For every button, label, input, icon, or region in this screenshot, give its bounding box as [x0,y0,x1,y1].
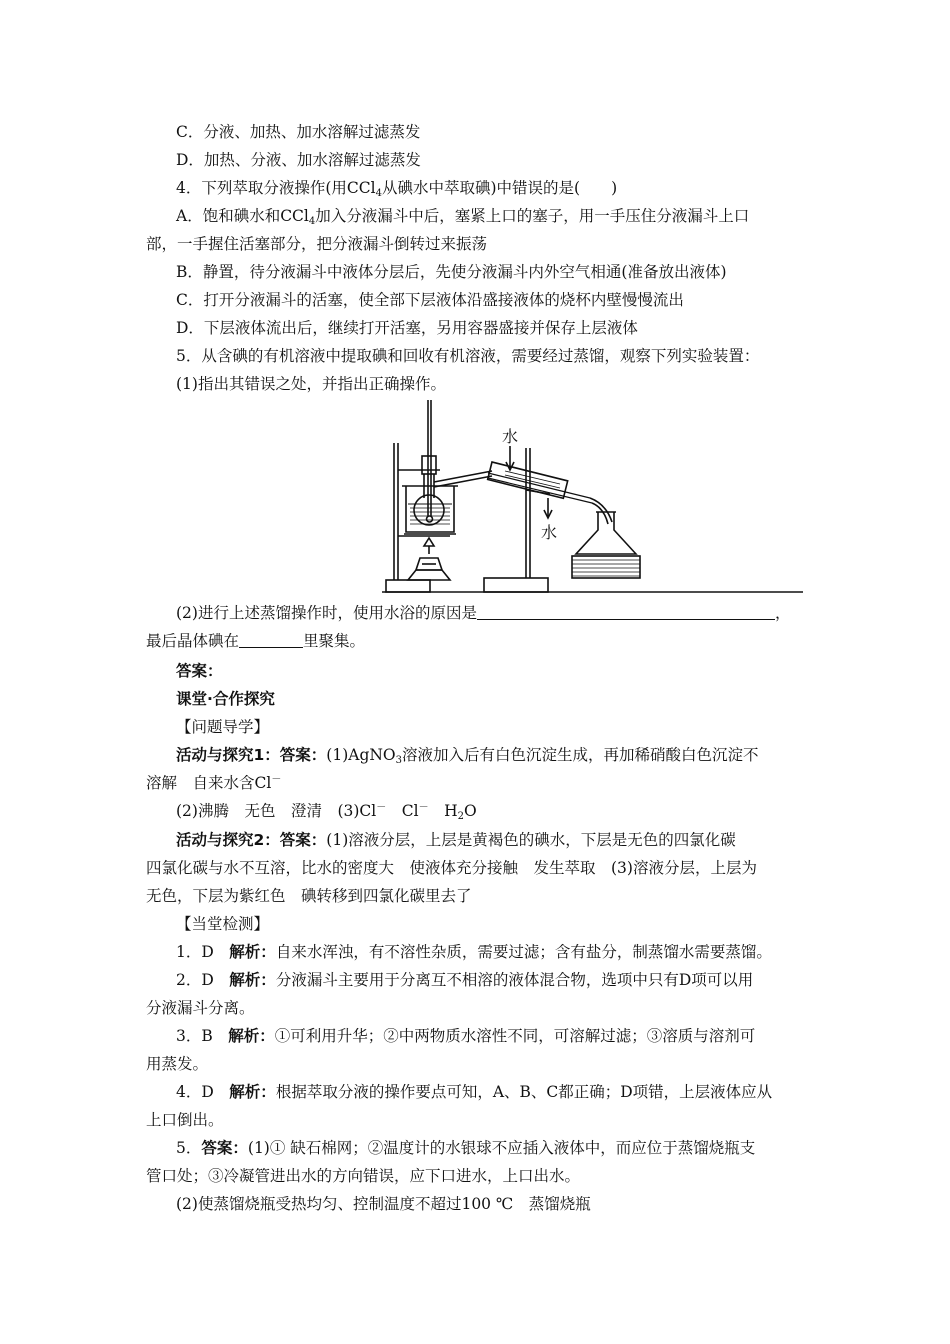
activity-1-cont: 溶解 自来水含Cl－ [146,774,282,792]
answer-5: 5．答案：(1)① 缺石棉网；②温度计的水银球不应插入液体中，而应位于蒸馏烧瓶支 [176,1139,756,1157]
water-out-label: 水 [541,523,558,542]
answer-5-cont: 管口处；③冷凝管进出水的方向错误，应下口进水，上口出水。 [146,1167,581,1185]
answer-blank-2[interactable] [239,632,303,648]
q3-option-c: C．分液、加热、加水溶解过滤蒸发 [176,123,421,141]
q4-stem: 4．下列萃取分液操作(用CCl$_4$从碘水中萃取碘)中错误的是( ) [176,179,618,199]
check-heading: 【当堂检测】 [176,915,270,933]
water-in-label: 水 [502,427,519,446]
activity-2-cont: 四氯化碳与水不互溶，比水的密度大 使液体充分接触 发生萃取 (3)溶液分层，上层为 [146,859,757,877]
activity-1-part2: (2)沸腾 无色 澄清 (3)Cl－ Cl－ $H_2O$ [176,802,477,822]
answer-3-cont: 用蒸发。 [146,1055,209,1073]
distillation-apparatus-figure [380,398,805,595]
q4-option-c: C．打开分液漏斗的活塞，使全部下层液体沿盛接液体的烧杯内壁慢慢流出 [176,291,684,309]
q5-sub2-cont: 最后晶体碘在 里聚集。 [146,632,366,650]
q4-option-b: B．静置，待分液漏斗中液体分层后，先使分液漏斗内外空气相通(准备放出液体) [176,263,727,281]
q5-stem: 5．从含碘的有机溶液中提取碘和回收有机溶液，需要经过蒸馏，观察下列实验装置： [176,347,760,365]
q5-sub1: (1)指出其错误之处，并指出正确操作。 [176,375,446,393]
answer-2: 2．D 解析：分液漏斗主要用于分离互不相溶的液体混合物，选项中只有D项可以用 [176,971,754,989]
answer-blank-1[interactable] [477,604,775,620]
activity-2-cont2: 无色，下层为紫红色 碘转移到四氯化碳里去了 [146,887,472,905]
q4-option-d: D．下层液体流出后，继续打开活塞，另用容器盛接并保存上层液体 [176,319,638,337]
guide-heading: 【问题导学】 [176,718,270,736]
answer-2-cont: 分液漏斗分离。 [146,999,255,1017]
answer-1: 1．D 解析：自来水浑浊，有不溶性杂质，需要过滤；含有盐分，制蒸馏水需要蒸馏。 [176,943,772,961]
answer-3: 3．B 解析：①可利用升华；②中两物质水溶性不同，可溶解过滤；③溶质与溶剂可 [176,1027,756,1045]
q4-option-a: A．饱和碘水和CCl$_4$加入分液漏斗中后，塞紧上口的塞子，用一手压住分液漏斗上口 [176,207,750,227]
activity-2: 活动与探究2：答案：(1)溶液分层，上层是黄褐色的碘水，下层是无色的四氯化碳 [176,831,736,849]
answer-4-cont: 上口倒出。 [146,1111,224,1129]
q4-option-a-cont: 部，一手握住活塞部分，把分液漏斗倒转过来振荡 [146,235,488,253]
q5-sub2: (2)进行上述蒸馏操作时，使用水浴的原因是 ， [176,604,791,622]
answer-4: 4．D 解析：根据萃取分液的操作要点可知，A、B、C都正确；D项错，上层液体应从 [176,1083,773,1101]
q3-option-d: D．加热、分液、加水溶解过滤蒸发 [176,151,421,169]
section-title: 课堂·合作探究 [176,690,275,708]
answers-heading: 答案： [176,662,223,680]
activity-1: 活动与探究1：答案：(1)AgNO$_3$溶液加入后有白色沉淀生成，再加稀硝酸白色沉淀不 [176,746,759,766]
answer-5-part2: (2)使蒸馏烧瓶受热均匀、控制温度不超过100 ℃ 蒸馏烧瓶 [176,1195,591,1213]
